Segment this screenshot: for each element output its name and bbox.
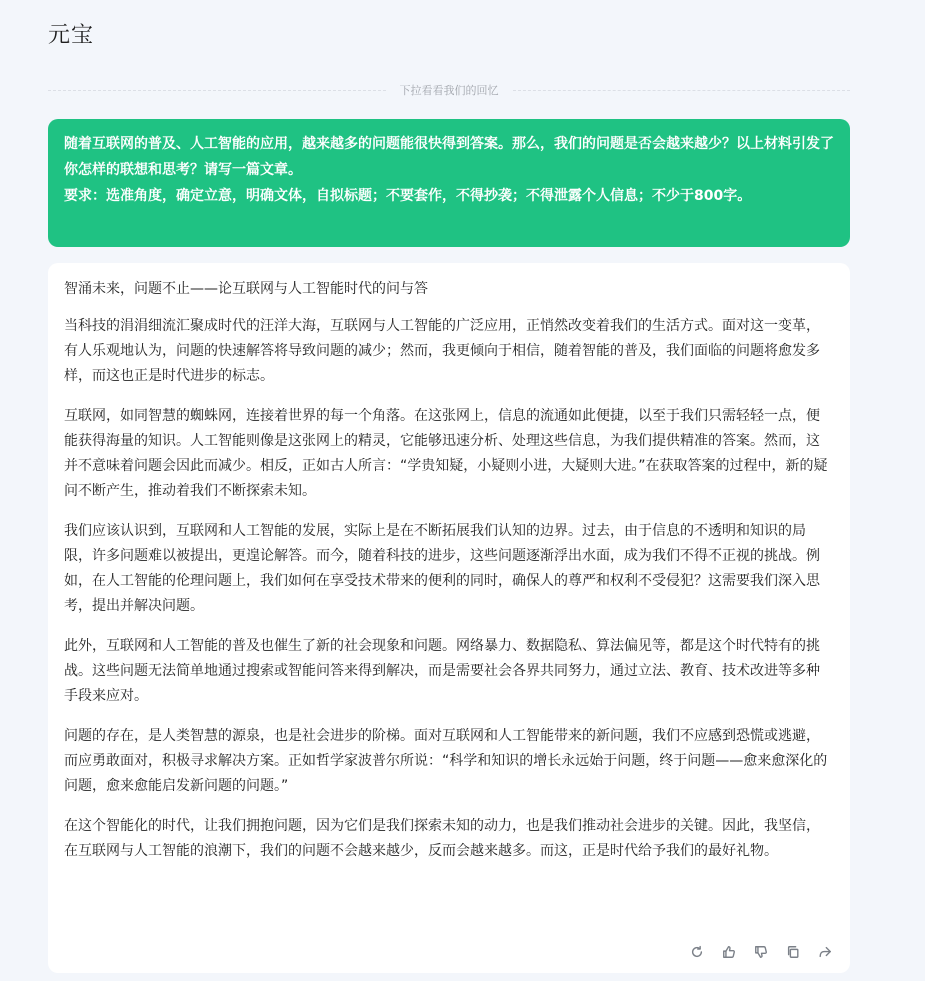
share-button[interactable]	[816, 943, 834, 961]
essay-paragraph: 此外，互联网和人工智能的普及也催生了新的社会现象和问题。网络暴力、数据隐私、算法偏见等，都是这个时代特有的挑战。这些问题无法简单地通过搜索或智能问答来得到解决，而是需要社会各界共同努力，通过立法、教育、技术改进等多种手段来应对。	[64, 638, 820, 704]
like-button[interactable]	[720, 943, 738, 961]
app-title: 元宝	[48, 23, 95, 48]
divider-line-left	[48, 90, 386, 91]
user-message-line: 要求：选准角度，确定立意，明确文体，自拟标题；不要套作，不得抄袭；不得泄露个人信息；不少于800字。	[64, 188, 752, 204]
history-hint[interactable]: 下拉看看我们的回忆	[399, 84, 499, 97]
essay-paragraph: 我们应该认识到，互联网和人工智能的发展，实际上是在不断拓展我们认知的边界。过去，由于信息的不透明和知识的局限，许多问题难以被提出，更遑论解答。而今，随着科技的进步，这些问题逐渐浮出水面，成为我们不得不正视的挑战。例如，在人工智能的伦理问题上，我们如何在享受技术带来的便利的同时，确保人的尊严和权利不受侵犯？这需要我们深入思考，提出并解决问题。	[64, 523, 820, 614]
answer-actions	[688, 943, 834, 961]
essay-paragraph: 当科技的涓涓细流汇聚成时代的汪洋大海，互联网与人工智能的广泛应用，正悄然改变着我们的生活方式。面对这一变革，有人乐观地认为，问题的快速解答将导致问题的减少；然而，我更倾向于相信，随着智能的普及，我们面临的问题将愈发多样，而这也正是时代进步的标志。	[64, 318, 820, 384]
user-message-line: 随着互联网的普及、人工智能的应用，越来越多的问题能很快得到答案。那么，我们的问题是否会越来越少？以上材料引发了你怎样的联想和思考？请写一篇文章。	[64, 136, 834, 178]
refresh-icon	[690, 945, 704, 959]
essay-paragraph: 互联网，如同智慧的蜘蛛网，连接着世界的每一个角落。在这张网上，信息的流通如此便捷，以至于我们只需轻轻一点，便能获得海量的知识。人工智能则像是这张网上的精灵，它能够迅速分析、处理这些信息，为我们提供精准的答案。然而，这并不意味着问题会因此而减少。相反，正如古人所言：“学贵知疑，小疑则小进，大疑则大进。”在获取答案的过程中，新的疑问不断产生，推动着我们不断探索未知。	[64, 408, 828, 499]
thumbs-down-icon	[754, 945, 768, 959]
copy-button[interactable]	[784, 943, 802, 961]
dislike-button[interactable]	[752, 943, 770, 961]
history-divider[interactable]	[48, 82, 850, 98]
regenerate-button[interactable]	[688, 943, 706, 961]
essay-paragraph: 在这个智能化的时代，让我们拥抱问题，因为它们是我们探索未知的动力，也是我们推动社会进步的关键。因此，我坚信，在互联网与人工智能的浪潮下，我们的问题不会越来越少，反而会越来越多。而这，正是时代给予我们的最好礼物。	[64, 818, 820, 859]
copy-icon	[786, 945, 800, 959]
user-message-bubble	[48, 119, 850, 247]
divider-line-right	[513, 90, 851, 91]
assistant-answer-card	[48, 263, 850, 973]
share-icon	[818, 945, 832, 959]
essay-title: 智涌未来，问题不止——论互联网与人工智能时代的问与答	[64, 281, 428, 297]
essay-paragraph: 问题的存在，是人类智慧的源泉，也是社会进步的阶梯。面对互联网和人工智能带来的新问题，我们不应感到恐慌或逃避，而应勇敢面对，积极寻求解决方案。正如哲学家波普尔所说：“科学和知识的增长永远始于问题，终于问题——愈来愈深化的问题，愈来愈能启发新问题的问题。”	[64, 728, 828, 794]
thumbs-up-icon	[722, 945, 736, 959]
